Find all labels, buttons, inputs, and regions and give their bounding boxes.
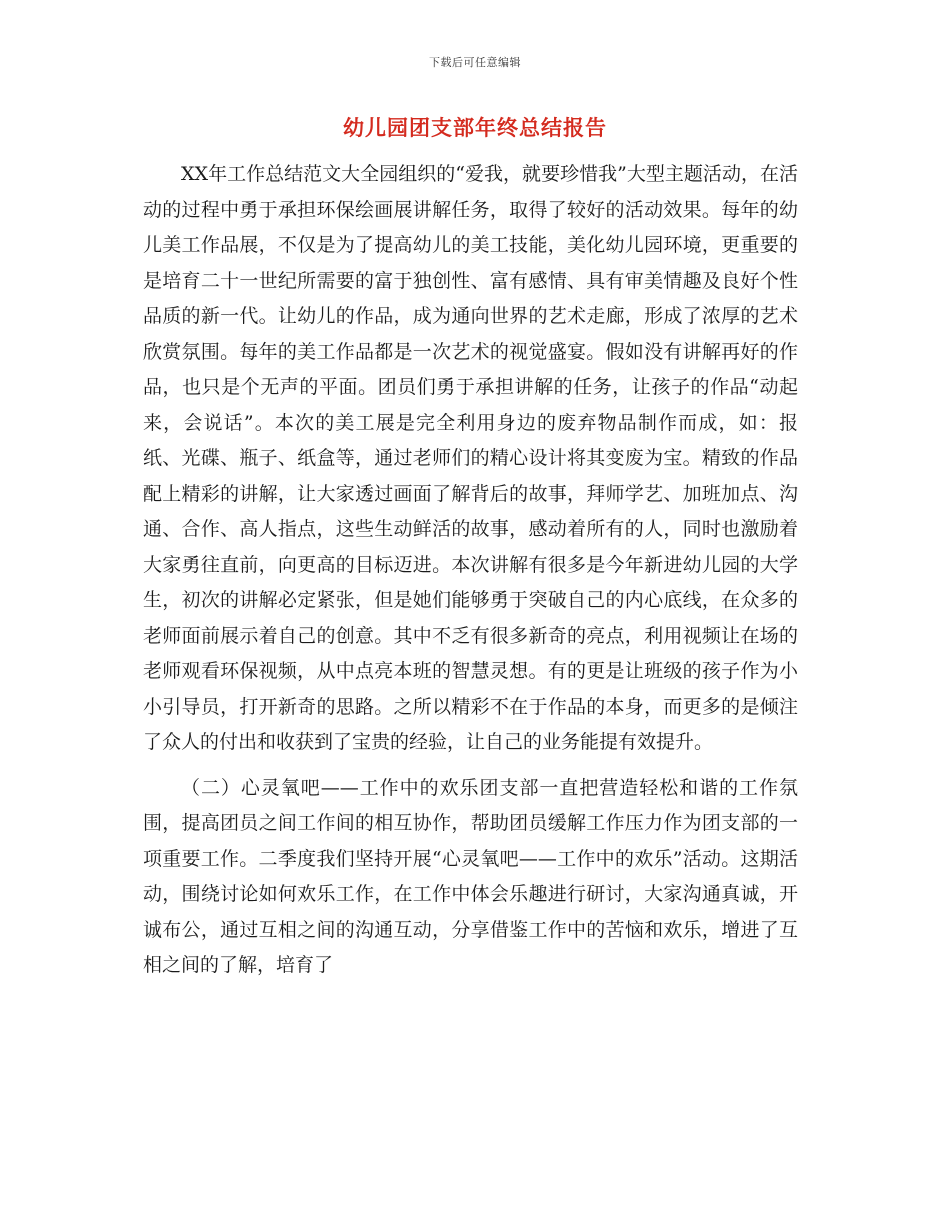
- header-note: 下载后可任意编辑: [429, 56, 521, 69]
- paragraph-2: （二）心灵氧吧——工作中的欢乐团支部一直把营造轻松和谐的工作氛围，提高团员之间工作间的相互协作，帮助团员缓解工作压力作为团支部的一项重要工作。二季度我们坚持开展“心灵氧吧——工作中的欢乐”活动。这期活动，围绕讨论如何欢乐工作，在工作中体会乐趣进行研讨，大家沟通真诚，开诚布公，通过互相之间的沟通互动，分享借鉴工作中的苦恼和欢乐，增进了互相之间的了解，培育了: [143, 776, 798, 976]
- paragraph-1: XX年工作总结范文大全园组织的“爱我，就要珍惜我”大型主题活动，在活动的过程中勇于承担环保绘画展讲解任务，取得了较好的活动效果。每年的幼儿美工作品展，不仅是为了提高幼儿的美工技能，美化幼儿园环境，更重要的是培育二十一世纪所需要的富于独创性、富有感情、具有审美情趣及良好个性品质的新一代。让幼儿的作品，成为通向世界的艺术走廊，形成了浓厚的艺术欣赏氛围。每年的美工作品都是一次艺术的视觉盛宴。假如没有讲解再好的作品，也只是个无声的平面。团员们勇于承担讲解的任务，让孩子的作品“动起来，会说话”。本次的美工展是完全利用身边的废弃物品制作而成，如：报纸、光碟、瓶子、纸盒等，通过老师们的精心设计将其变废为宝。精致的作品配上精彩的讲解，让大家透过画面了解背后的故事，拜师学艺、加班加点、沟通、合作、高人指点，这些生动鲜活的故事，感动着所有的人，同时也激励着大家勇往直前，向更高的目标迈进。本次讲解有很多是今年新进幼儿园的大学生，初次的讲解必定紧张，但是她们能够勇于突破自己的内心底线，在众多的老师面前展示着自己的创意。其中不乏有很多新奇的亮点，利用视频让在场的老师观看环保视频，从中点亮本班的智慧灵想。有的更是让班级的孩子作为小小引导员，打开新奇的思路。之所以精彩不在于作品的本身，而更多的是倾注了众人的付出和收获到了宝贵的经验，让自己的业务能提有效提升。: [143, 163, 798, 753]
- document-title: 幼儿园团支部年终总结报告: [343, 116, 607, 140]
- document-body: [143, 157, 798, 984]
